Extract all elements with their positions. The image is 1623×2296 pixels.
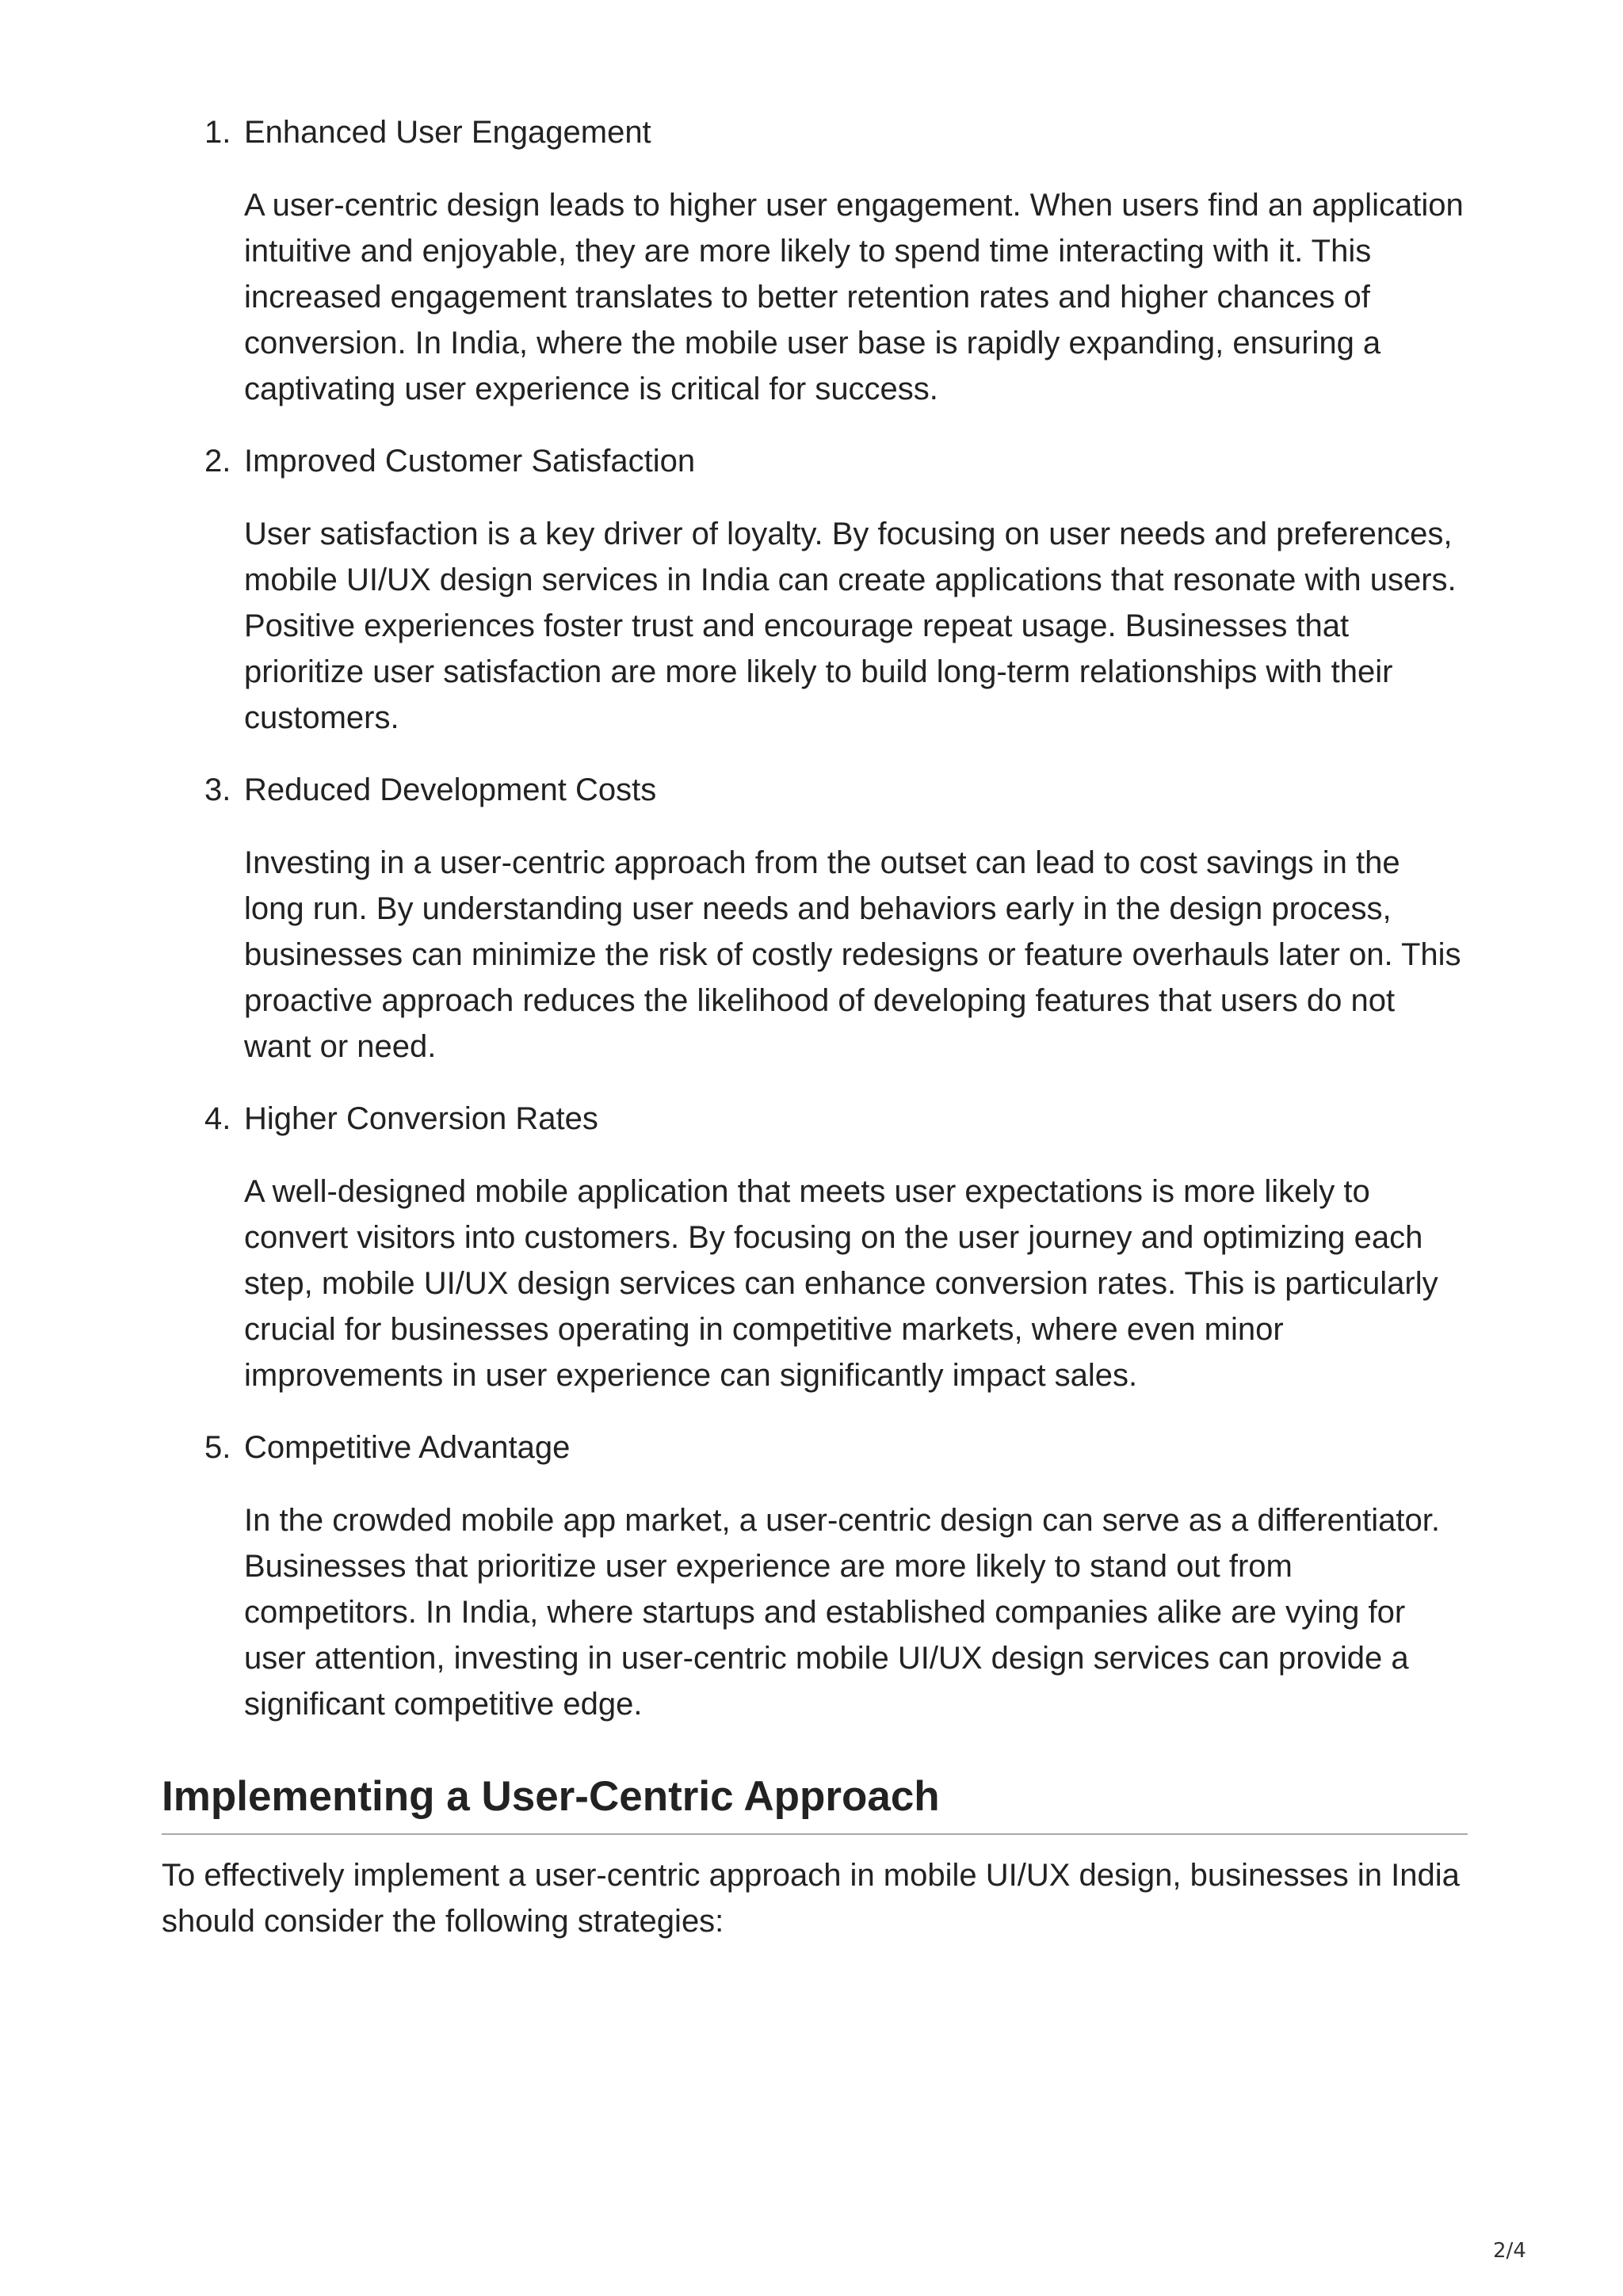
list-item-title: Competitive Advantage — [244, 1430, 571, 1465]
list-item-body: A well-designed mobile application that meets user expectations is more likely to convert visitors into customers. By focusing on the user journey and optimizing each step, mobile UI/UX design services can enhance conversion rates. This is particularly crucial for businesses operating in competitive markets, where even minor improvements in user experience can significantly impact sales. — [244, 1174, 1438, 1393]
list-item-number: 1. — [204, 115, 231, 150]
list-item-title: Enhanced User Engagement — [244, 115, 651, 150]
list-item-title: Higher Conversion Rates — [244, 1101, 598, 1136]
list-item-body: A user-centric design leads to higher user engagement. When users find an application intuitive and enjoyable, they are more likely to spend time interacting with it. This increased engagement translates to better retention rates and higher chances of conversion. In India, where the mobile user base is rapidly expanding, ensuring a captivating user experience is critical for success. — [244, 188, 1464, 406]
page-content — [162, 109, 1468, 1944]
list-item-title: Improved Customer Satisfaction — [244, 444, 696, 479]
list-item-title: Reduced Development Costs — [244, 772, 657, 807]
list-item — [204, 1425, 1468, 1727]
list-item — [204, 1096, 1468, 1398]
list-item — [204, 438, 1468, 741]
list-item-number: 3. — [204, 772, 231, 807]
list-item-body: Investing in a user-centric approach from the outset can lead to cost savings in the long run. By understanding user needs and behaviors early in the design process, businesses can minimize the risk of costly redesigns or feature overhauls later on. This proactive approach reduces the likelihood of developing features that users do not want or need. — [244, 845, 1461, 1064]
list-item-number: 2. — [204, 444, 231, 479]
list-item — [204, 767, 1468, 1070]
list-item-number: 5. — [204, 1430, 231, 1465]
list-item — [204, 109, 1468, 412]
section-intro: To effectively implement a user-centric approach in mobile UI/UX design, businesses in India should consider the following strategies: — [162, 1858, 1460, 1939]
list-item-number: 4. — [204, 1101, 231, 1136]
list-item-body: User satisfaction is a key driver of loyalty. By focusing on user needs and preferences, mobile UI/UX design services in India can create applications that resonate with users. Positive experiences foster trust and encourage repeat usage. Businesses that prioritize user satisfaction are more likely to build long-term relationships with their customers. — [244, 517, 1457, 735]
page-number: 2/4 — [1493, 2239, 1526, 2263]
list-item-body: In the crowded mobile app market, a user-centric design can serve as a differentiator. Businesses that prioritize user experience are more likely to stand out from competitors. In India, where startups and established companies alike are vying for user attention, investing in user-centric mobile UI/UX design services can provide a significant competitive edge. — [244, 1503, 1440, 1722]
section-heading: Implementing a User-Centric Approach — [162, 1772, 1468, 1835]
benefits-list — [162, 109, 1468, 1727]
